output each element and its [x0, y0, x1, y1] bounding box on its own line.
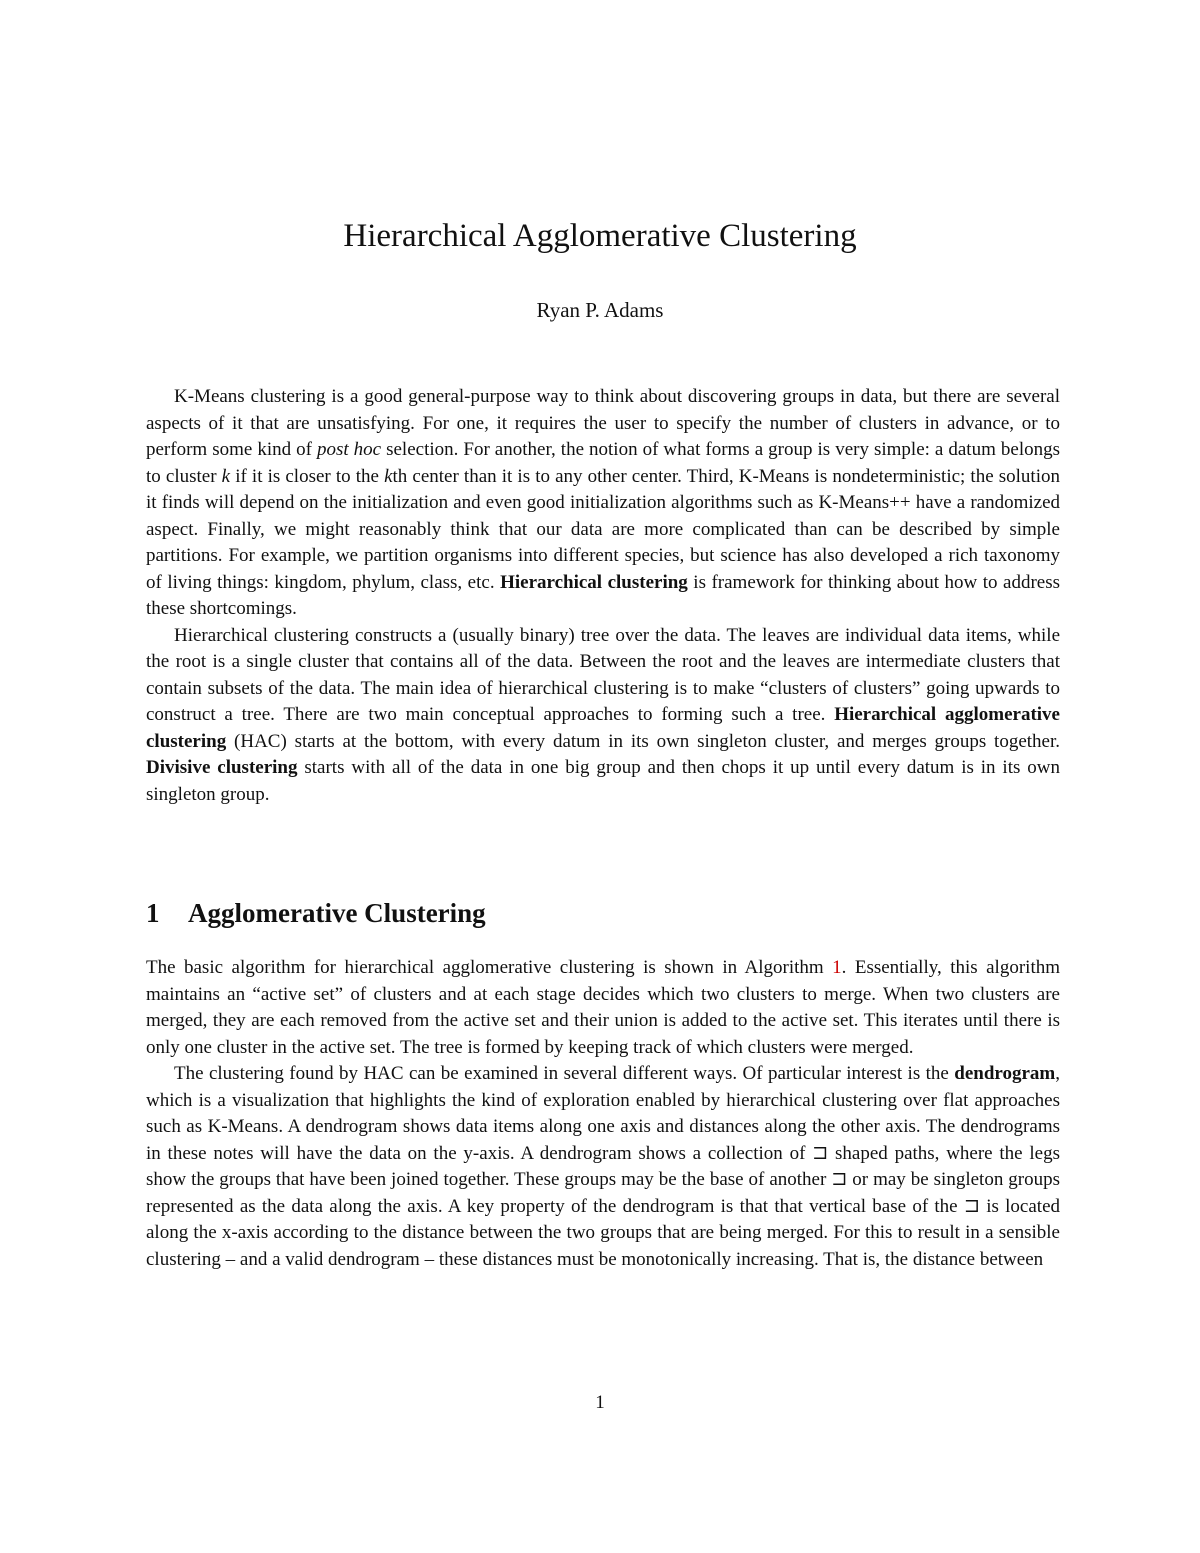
text-run: K-Means clustering is a good general-purpose way to think about discovering groups in data, but there are several aspects of it that are unsatisfying. For one, it requires the user to specify the number of clusters in advance, or to perform some kind of [146, 386, 1060, 460]
text-run: The clustering found by HAC can be examined in several different ways. Of particular interest is the [174, 1063, 955, 1084]
section-title: Agglomerative Clustering [188, 898, 486, 928]
author-name: Ryan P. Adams [536, 298, 664, 322]
text-run: th center than it is to any other center. Third, K-Means is nondeterministic; the solution it finds will depend on the initialization and even good initialization algorithms such as K-Means++ have a randomized aspect. Finally, we might reasonably think that our data are more complicated than can be described by simple partitions. For example, we partition organisms into different species, but science has also developed a rich taxonomy of living things: kingdom, phylum, class, etc. [146, 465, 1060, 593]
section-1-paragraph-1 [146, 955, 1060, 1061]
section-1-body [146, 955, 1060, 1273]
text-run: selection. For another, the notion of what forms a group is very simple: a datum belongs to cluster [146, 439, 1060, 487]
term-dendrogram: dendrogram [954, 1063, 1056, 1084]
text-run: if it is closer to the [230, 465, 385, 487]
term-divisive-clustering: Divisive clustering [146, 757, 298, 778]
text-run: . Essentially, this algorithm maintains an “active set” of clusters and at each stage decides which two clusters to merge. When two clusters are merged, they are each removed from the active set and their union is added to the active set. This iterates until there is only one cluster in the active set. The tree is formed by keeping track of which clusters were merged. [146, 957, 1060, 1058]
term-hierarchical-clustering: Hierarchical clustering [500, 571, 688, 593]
text-run: (HAC) starts at the bottom, with every datum in its own singleton cluster, and merges groups together. [226, 730, 1060, 752]
text-run: starts with all of the data in one big group and then chops it up until every datum is in its own singleton group. [146, 757, 1060, 805]
math-k: k [221, 465, 231, 487]
text-run: , which is a visualization that highlights the kind of exploration enabled by hierarchical clustering over flat approaches such as K-Means. A dendrogram shows data items along one axis and distances along the other axis. The dendrograms in these notes will have the data on the y-axis. A dendrogram shows a collection of ⊐ shaped paths, where the legs show the groups that have been joined together. These groups may be the base of another ⊐ or may be singleton groups represented as the data along the axis. A key property of the dendrogram is that that vertical base of the ⊐ is located along the x-axis according to the distance between the two groups that are being merged. For this to result in a sensible clustering – and a valid dendrogram – these distances must be monotonically increasing. That is, the distance between [146, 1063, 1060, 1270]
section-heading [146, 898, 486, 929]
emphasis-post-hoc: post hoc [316, 439, 382, 460]
section-1-paragraph-2 [146, 1061, 1060, 1273]
introduction [146, 384, 1060, 808]
text-run: Hierarchical clustering constructs a (usually binary) tree over the data. The leaves are individual data items, while the root is a single cluster that contains all of the data. Between the root and the leaves are intermediate clusters that contain subsets of the data. The main idea of hierarchical clustering is to make “clusters of clusters” going upwards to construct a tree. There are two main conceptual approaches to forming such a tree. [146, 624, 1060, 725]
paper-title: Hierarchical Agglomerative Clustering [343, 218, 857, 254]
page-number: 1 [595, 1392, 605, 1413]
intro-paragraph-1 [146, 384, 1060, 623]
algorithm-reference-link[interactable]: 1 [832, 957, 842, 978]
intro-paragraph-2 [146, 623, 1060, 809]
math-k: k [384, 465, 393, 487]
section-number: 1 [146, 898, 160, 928]
text-run: The basic algorithm for hierarchical agglomerative clustering is shown in Algorithm [146, 957, 833, 978]
term-hac: Hierarchical agglomerative clustering [146, 704, 1060, 752]
text-run: is framework for thinking about how to address these shortcomings. [146, 571, 1060, 619]
